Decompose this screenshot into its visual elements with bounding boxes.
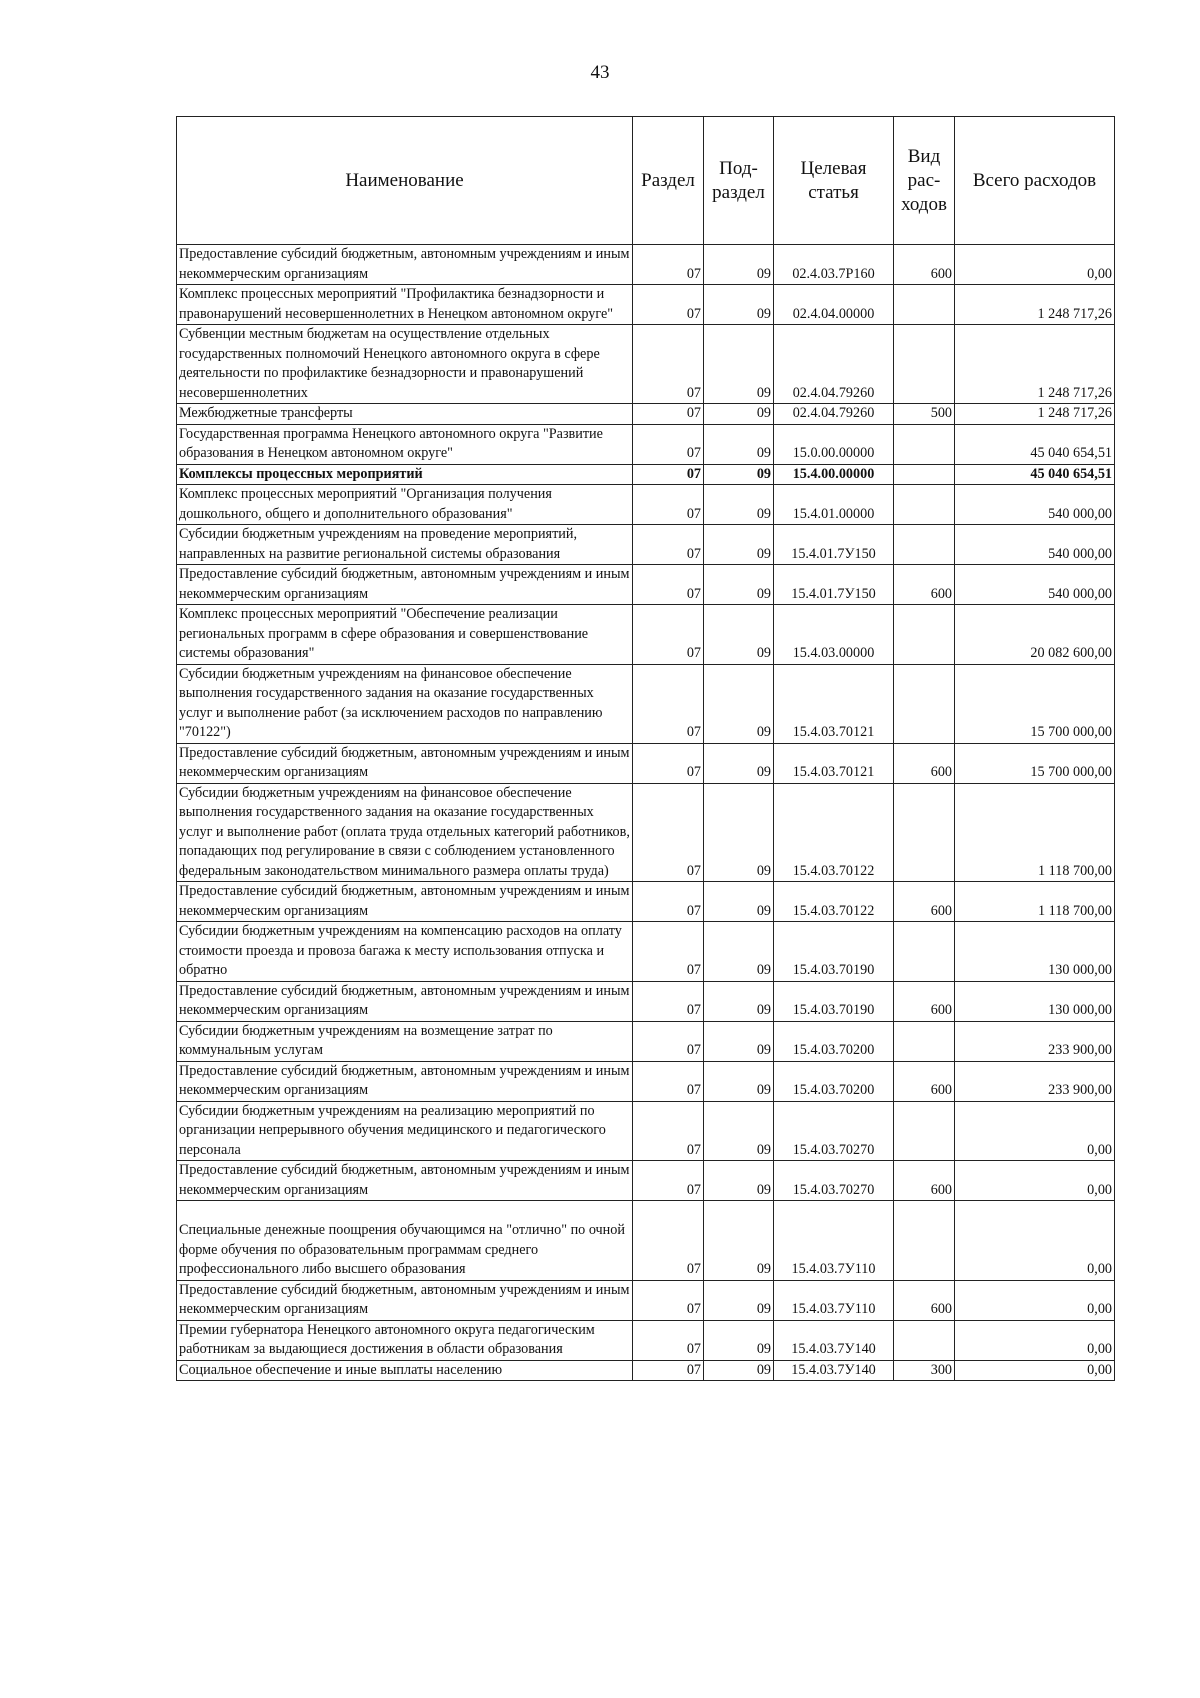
table-row: [177, 1201, 1115, 1281]
header-target-article: Целевая статья: [774, 117, 894, 245]
row-total-cell: 540 000,00: [955, 525, 1115, 565]
table-row: [177, 404, 1115, 425]
row-subsection-cell: 09: [704, 1360, 774, 1381]
row-name-cell: Специальные денежные поощрения обучающимся на "отлично" по очной форме обучения по образовательным программам среднего профессионального либо высшего образования: [177, 1201, 633, 1281]
row-article-cell: 15.4.03.70121: [774, 743, 894, 783]
row-article-cell: 15.4.03.7У140: [774, 1320, 894, 1360]
row-section-cell: 07: [633, 565, 704, 605]
row-subsection-cell: 09: [704, 743, 774, 783]
table-row: [177, 525, 1115, 565]
header-expense-type: Вид рас- ходов: [894, 117, 955, 245]
table-row: [177, 922, 1115, 982]
row-type-cell: 600: [894, 882, 955, 922]
row-section-cell: 07: [633, 525, 704, 565]
table-row: [177, 664, 1115, 743]
row-name-cell: Предоставление субсидий бюджетным, автономным учреждениям и иным некоммерческим организациям: [177, 1161, 633, 1201]
page-number: 43: [590, 62, 610, 83]
row-type-cell: [894, 464, 955, 485]
row-name-cell: Межбюджетные трансферты: [177, 404, 633, 425]
table-row: [177, 1161, 1115, 1201]
row-article-cell: 15.4.01.7У150: [774, 565, 894, 605]
row-subsection-cell: 09: [704, 1021, 774, 1061]
row-subsection-cell: 09: [704, 464, 774, 485]
table-row: [177, 325, 1115, 404]
row-subsection-cell: 09: [704, 485, 774, 525]
header-name: Наименование: [177, 117, 633, 245]
row-type-cell: [894, 664, 955, 743]
row-section-cell: 07: [633, 882, 704, 922]
row-type-cell: [894, 525, 955, 565]
table-row: [177, 1061, 1115, 1101]
row-section-cell: 07: [633, 664, 704, 743]
row-subsection-cell: 09: [704, 783, 774, 882]
row-total-cell: 15 700 000,00: [955, 743, 1115, 783]
row-subsection-cell: 09: [704, 325, 774, 404]
header-total: Всего расходов: [955, 117, 1115, 245]
table-header-row: [177, 117, 1115, 245]
row-name-cell: Субсидии бюджетным учреждениям на финансовое обеспечение выполнения государственного задания на оказание государственных услуг и выполнение работ (за исключением расходов по направлению "70122"): [177, 664, 633, 743]
row-section-cell: 07: [633, 783, 704, 882]
row-name-cell: Предоставление субсидий бюджетным, автономным учреждениям и иным некоммерческим организациям: [177, 245, 633, 285]
row-type-cell: [894, 285, 955, 325]
row-article-cell: 15.4.03.7У140: [774, 1360, 894, 1381]
row-subsection-cell: 09: [704, 404, 774, 425]
table-row: [177, 1021, 1115, 1061]
row-section-cell: 07: [633, 245, 704, 285]
row-article-cell: 15.4.03.00000: [774, 605, 894, 665]
row-subsection-cell: 09: [704, 882, 774, 922]
row-type-cell: 600: [894, 743, 955, 783]
table-row: [177, 605, 1115, 665]
table-row: [177, 1320, 1115, 1360]
row-article-cell: 15.0.00.00000: [774, 424, 894, 464]
row-section-cell: 07: [633, 1280, 704, 1320]
row-type-cell: [894, 424, 955, 464]
row-article-cell: 15.4.03.70190: [774, 981, 894, 1021]
row-total-cell: 1 248 717,26: [955, 285, 1115, 325]
row-section-cell: 07: [633, 1161, 704, 1201]
row-type-cell: 500: [894, 404, 955, 425]
row-total-cell: 1 118 700,00: [955, 882, 1115, 922]
row-article-cell: 15.4.01.00000: [774, 485, 894, 525]
row-name-cell: Предоставление субсидий бюджетным, автономным учреждениям и иным некоммерческим организациям: [177, 882, 633, 922]
row-article-cell: 15.4.03.70200: [774, 1021, 894, 1061]
row-type-cell: 600: [894, 1061, 955, 1101]
row-total-cell: 0,00: [955, 1360, 1115, 1381]
row-article-cell: 02.4.04.00000: [774, 285, 894, 325]
table-row: [177, 285, 1115, 325]
row-section-cell: 07: [633, 325, 704, 404]
header-section: Раздел: [633, 117, 704, 245]
row-total-cell: 540 000,00: [955, 485, 1115, 525]
row-article-cell: 15.4.03.70122: [774, 882, 894, 922]
table-row: [177, 1280, 1115, 1320]
row-section-cell: 07: [633, 404, 704, 425]
row-section-cell: 07: [633, 981, 704, 1021]
row-section-cell: 07: [633, 464, 704, 485]
row-article-cell: 15.4.00.00000: [774, 464, 894, 485]
row-type-cell: [894, 325, 955, 404]
row-total-cell: 45 040 654,51: [955, 424, 1115, 464]
row-total-cell: 1 248 717,26: [955, 404, 1115, 425]
row-subsection-cell: 09: [704, 981, 774, 1021]
row-section-cell: 07: [633, 1360, 704, 1381]
row-type-cell: [894, 1320, 955, 1360]
row-type-cell: 600: [894, 1280, 955, 1320]
row-section-cell: 07: [633, 1320, 704, 1360]
row-section-cell: 07: [633, 1201, 704, 1281]
table-row: [177, 981, 1115, 1021]
row-subsection-cell: 09: [704, 1280, 774, 1320]
row-section-cell: 07: [633, 485, 704, 525]
row-name-cell: Премии губернатора Ненецкого автономного округа педагогическим работникам за выдающиеся достижения в области образования: [177, 1320, 633, 1360]
row-type-cell: [894, 1101, 955, 1161]
row-article-cell: 15.4.03.7У110: [774, 1280, 894, 1320]
row-name-cell: Социальное обеспечение и иные выплаты населению: [177, 1360, 633, 1381]
row-section-cell: 07: [633, 922, 704, 982]
row-type-cell: 600: [894, 1161, 955, 1201]
row-type-cell: 300: [894, 1360, 955, 1381]
row-total-cell: 1 248 717,26: [955, 325, 1115, 404]
row-subsection-cell: 09: [704, 1101, 774, 1161]
budget-table: [176, 116, 1115, 1381]
row-name-cell: Комплексы процессных мероприятий: [177, 464, 633, 485]
row-section-cell: 07: [633, 424, 704, 464]
row-name-cell: Комплекс процессных мероприятий "Обеспечение реализации региональных программ в сфере образования и совершенствование системы образования": [177, 605, 633, 665]
row-total-cell: 540 000,00: [955, 565, 1115, 605]
row-name-cell: Субсидии бюджетным учреждениям на финансовое обеспечение выполнения государственного задания на оказание государственных услуг и выполнение работ (оплата труда отдельных категорий работников, попадающих под регулирование в связи с соблюдением установленного федеральным законодательством минимального размера оплаты труда): [177, 783, 633, 882]
row-article-cell: 15.4.03.70190: [774, 922, 894, 982]
row-total-cell: 1 118 700,00: [955, 783, 1115, 882]
row-total-cell: 130 000,00: [955, 922, 1115, 982]
table-row: [177, 1101, 1115, 1161]
table-row: [177, 464, 1115, 485]
row-total-cell: 0,00: [955, 1280, 1115, 1320]
row-section-cell: 07: [633, 285, 704, 325]
row-article-cell: 02.4.03.7Р160: [774, 245, 894, 285]
table-row: [177, 424, 1115, 464]
row-subsection-cell: 09: [704, 1161, 774, 1201]
row-total-cell: 0,00: [955, 1101, 1115, 1161]
table-row: [177, 882, 1115, 922]
row-type-cell: [894, 922, 955, 982]
row-subsection-cell: 09: [704, 285, 774, 325]
row-section-cell: 07: [633, 1061, 704, 1101]
row-type-cell: [894, 605, 955, 665]
row-name-cell: Субсидии бюджетным учреждениям на проведение мероприятий, направленных на развитие региональной системы образования: [177, 525, 633, 565]
row-name-cell: Предоставление субсидий бюджетным, автономным учреждениям и иным некоммерческим организациям: [177, 1280, 633, 1320]
row-total-cell: 0,00: [955, 1201, 1115, 1281]
row-type-cell: [894, 485, 955, 525]
row-total-cell: 45 040 654,51: [955, 464, 1115, 485]
row-name-cell: Государственная программа Ненецкого автономного округа "Развитие образования в Ненецком автономном округе": [177, 424, 633, 464]
row-total-cell: 130 000,00: [955, 981, 1115, 1021]
row-total-cell: 0,00: [955, 1320, 1115, 1360]
table-row: [177, 1360, 1115, 1381]
row-name-cell: Предоставление субсидий бюджетным, автономным учреждениям и иным некоммерческим организациям: [177, 565, 633, 605]
row-type-cell: 600: [894, 245, 955, 285]
table-body: [177, 245, 1115, 1381]
row-subsection-cell: 09: [704, 525, 774, 565]
row-subsection-cell: 09: [704, 565, 774, 605]
row-subsection-cell: 09: [704, 1201, 774, 1281]
table-row: [177, 485, 1115, 525]
row-name-cell: Субсидии бюджетным учреждениям на компенсацию расходов на оплату стоимости проезда и провоза багажа к месту использования отпуска и обратно: [177, 922, 633, 982]
row-subsection-cell: 09: [704, 605, 774, 665]
row-article-cell: 15.4.01.7У150: [774, 525, 894, 565]
row-article-cell: 15.4.03.7У110: [774, 1201, 894, 1281]
row-article-cell: 02.4.04.79260: [774, 404, 894, 425]
row-total-cell: 233 900,00: [955, 1061, 1115, 1101]
row-section-cell: 07: [633, 1021, 704, 1061]
row-name-cell: Комплекс процессных мероприятий "Организация получения дошкольного, общего и дополнительного образования": [177, 485, 633, 525]
table-row: [177, 245, 1115, 285]
row-name-cell: Предоставление субсидий бюджетным, автономным учреждениям и иным некоммерческим организациям: [177, 1061, 633, 1101]
row-name-cell: Субсидии бюджетным учреждениям на возмещение затрат по коммунальным услугам: [177, 1021, 633, 1061]
row-total-cell: 0,00: [955, 245, 1115, 285]
row-total-cell: 233 900,00: [955, 1021, 1115, 1061]
row-total-cell: 15 700 000,00: [955, 664, 1115, 743]
row-subsection-cell: 09: [704, 664, 774, 743]
header-subsection: Под- раздел: [704, 117, 774, 245]
row-type-cell: 600: [894, 565, 955, 605]
row-name-cell: Предоставление субсидий бюджетным, автономным учреждениям и иным некоммерческим организациям: [177, 981, 633, 1021]
row-subsection-cell: 09: [704, 1320, 774, 1360]
row-subsection-cell: 09: [704, 245, 774, 285]
row-section-cell: 07: [633, 743, 704, 783]
table-row: [177, 565, 1115, 605]
row-article-cell: 15.4.03.70122: [774, 783, 894, 882]
table-row: [177, 783, 1115, 882]
table-row: [177, 743, 1115, 783]
row-total-cell: 0,00: [955, 1161, 1115, 1201]
row-type-cell: [894, 1201, 955, 1281]
row-name-cell: Предоставление субсидий бюджетным, автономным учреждениям и иным некоммерческим организациям: [177, 743, 633, 783]
row-article-cell: 15.4.03.70121: [774, 664, 894, 743]
row-name-cell: Субсидии бюджетным учреждениям на реализацию мероприятий по организации непрерывного обучения медицинского и педагогического персонала: [177, 1101, 633, 1161]
row-type-cell: [894, 783, 955, 882]
row-article-cell: 02.4.04.79260: [774, 325, 894, 404]
row-name-cell: Субвенции местным бюджетам на осуществление отдельных государственных полномочий Ненецкого автономного округа в сфере деятельности по профилактике безнадзорности и правонарушений несовершеннолетних: [177, 325, 633, 404]
row-section-cell: 07: [633, 1101, 704, 1161]
row-section-cell: 07: [633, 605, 704, 665]
row-article-cell: 15.4.03.70200: [774, 1061, 894, 1101]
row-subsection-cell: 09: [704, 922, 774, 982]
row-article-cell: 15.4.03.70270: [774, 1101, 894, 1161]
row-subsection-cell: 09: [704, 1061, 774, 1101]
row-name-cell: Комплекс процессных мероприятий "Профилактика безнадзорности и правонарушений несовершеннолетних в Ненецком автономном округе": [177, 285, 633, 325]
row-article-cell: 15.4.03.70270: [774, 1161, 894, 1201]
row-subsection-cell: 09: [704, 424, 774, 464]
row-type-cell: 600: [894, 981, 955, 1021]
row-total-cell: 20 082 600,00: [955, 605, 1115, 665]
row-type-cell: [894, 1021, 955, 1061]
